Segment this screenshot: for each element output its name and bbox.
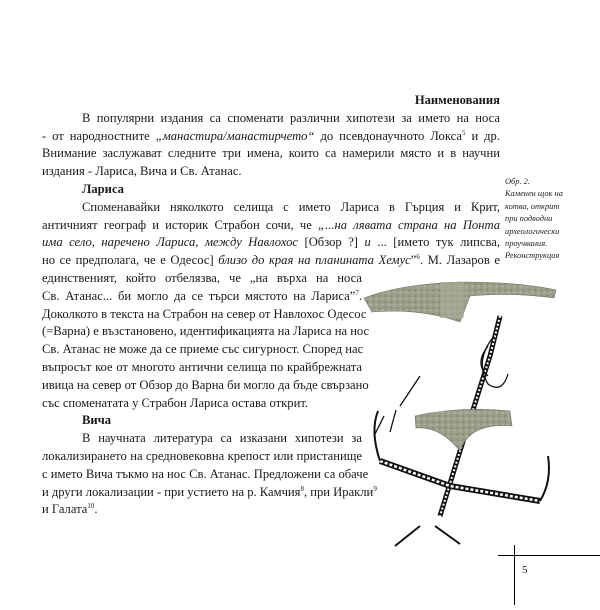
text-span: - от народностните [42, 128, 156, 143]
text-span: ... [името тук липсва, [370, 235, 501, 250]
text-span: единственият, който отбелязва, че „на върха на носа [42, 271, 362, 285]
text-line [42, 483, 377, 501]
text-span: и други локализации - при устието на р. Камчия [42, 484, 301, 499]
text-span: и Галата [42, 502, 88, 517]
subsection-heading [82, 411, 362, 429]
text-span: . М. Лазаров е [419, 253, 500, 268]
text-line [42, 322, 370, 340]
text-line [82, 109, 500, 127]
text-span: В популярни издания са споменати различни хипотези за името на носа [82, 110, 500, 125]
caption-line: проучвания. [505, 239, 548, 249]
text-span: „манастира/манастирчето“ [155, 128, 315, 143]
text-span: Св. Атанас... би могло да се търси мястото на Лариса” [42, 288, 356, 303]
crop-mark-horizontal [498, 555, 600, 556]
text-span: Вича [82, 413, 112, 428]
text-span: античният географ и историк Страбон сочи, че [42, 217, 319, 232]
text-span: ивица на север от Обзор до Варна би могло да бъде свързано [42, 377, 369, 392]
footnote-ref: 8 [300, 484, 304, 493]
footnote-ref: 9 [373, 484, 377, 493]
text-span: до псевдонаучното Локса [314, 128, 462, 143]
text-span: . [94, 502, 98, 517]
text-line [42, 358, 362, 376]
caption-line: котва, открит [505, 201, 560, 211]
text-line [42, 500, 362, 518]
text-line [42, 233, 500, 251]
text-span: има село, наречено Лариса, между Навлохос [42, 235, 299, 250]
caption-line: Реконструкция [505, 251, 560, 261]
text-line [42, 216, 500, 234]
caption-line: Каменен щок на [505, 189, 563, 199]
text-span: и [364, 235, 371, 250]
footnote-ref: 10 [87, 502, 95, 511]
text-line [42, 269, 362, 287]
text-span: Лариса [82, 182, 124, 196]
text-line [82, 198, 500, 216]
anchor-stock-illustration [360, 276, 560, 561]
text-span: Внимание заслужават следните три имена, които са намерили място и в научни [42, 146, 500, 161]
text-line [42, 447, 362, 465]
text-span: издания - Лариса, Вича и Св. Атанас. [42, 164, 242, 179]
footnote-ref: 5 [461, 128, 466, 137]
text-span: . [358, 288, 362, 303]
text-span: и др. [465, 128, 500, 143]
text-line [42, 287, 362, 305]
text-span: Споменавайки няколкото селища с името Лариса в Гърция и Крит, [82, 199, 500, 214]
text-line [42, 127, 500, 145]
text-span: [Обзор ?] [298, 235, 365, 250]
text-span: Наименования [414, 93, 500, 107]
footnote-ref: 7 [355, 288, 359, 297]
text-span: Св. Атанас не може да се приеме със сигурност. Според нас [42, 342, 364, 357]
text-line [42, 376, 369, 394]
text-span: но се предполага, че е Одесос] [42, 253, 219, 268]
text-span: В научната литература са изказани хипотези за [82, 431, 362, 446]
figure-caption [505, 176, 597, 263]
subsection-heading [82, 180, 500, 198]
text-line [42, 465, 369, 483]
text-span: „...на лявата страна на Понта [318, 217, 500, 232]
text-span: Доколкото в текста на Страбон на север от Навлохос Одесос [42, 306, 367, 321]
text-span: с името Вича тъкмо на нос Св. Атанас. Предложени са обаче [42, 466, 369, 481]
text-span: въпросът кое от многото антични селища по крайбрежната [42, 360, 362, 374]
caption-line: Обр. 2. [505, 177, 530, 186]
text-line [42, 340, 362, 358]
text-span: , при Иракли [303, 484, 374, 499]
caption-line: археологически [505, 226, 560, 236]
caption-line: при подводни [505, 214, 553, 224]
text-span: локализирането на средновековна крепост или пристанище [42, 449, 362, 463]
text-line [42, 394, 362, 412]
text-span: близо до края на планината Хемус [218, 253, 411, 268]
text-line [42, 251, 500, 269]
crop-mark-vertical [514, 545, 515, 605]
text-line [82, 429, 362, 447]
text-span: (=Варна) е възстановено, идентификацията на Лариса на нос [42, 324, 370, 339]
text-line [42, 144, 500, 162]
text-line [42, 162, 500, 180]
text-span: със споменатата у Страбон Лариса остава открит. [42, 395, 309, 410]
text-span: ” [410, 253, 417, 268]
section-title [42, 91, 500, 109]
footnote-ref: 6 [416, 253, 420, 261]
text-line [42, 305, 367, 323]
page-number: 5 [522, 564, 528, 576]
